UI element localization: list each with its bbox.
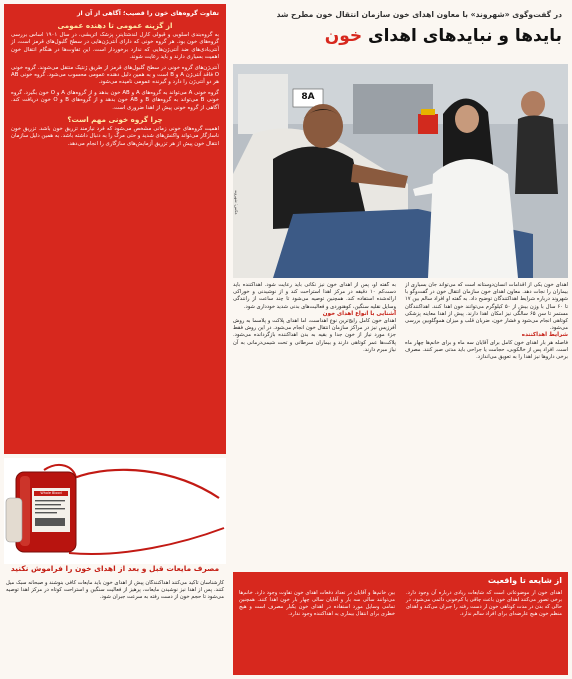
bag-caption: مصرف مایعات قبل و بعد از اهدای خون را فراموش نکنید: [10, 564, 220, 573]
article-left-subhead: آشنایی با انواع اهدای خون: [322, 310, 396, 317]
sidebar-subhead-2: چرا گروه خونی مهم است؟: [67, 115, 163, 125]
blood-bag-illustration: [4, 458, 226, 564]
myth-box-column-right: اهدای خون از موضوعاتی است که شایعات زیادی درباره آن وجود دارد. برخی تصور می‌کنند اهدای خون باعث چاقی یا کم‌خونی دائمی می‌شود، در حالی که بدن در مدت کوتاهی خون از دست رفته را جبران می‌کند و اهدای منظم خون هیچ عارضه‌ای برای افراد سالم ندارد.: [406, 590, 562, 618]
article-headline: [325, 26, 562, 46]
article-left-text-1: به گفته او، پس از اهدای خون نیز نکاتی باید رعایت شود. اهداکننده باید دست‌کم ۱۰ دقیقه در مرکز اهدا استراحت کند و از نوشیدنی و خوراکی ارائه‌شده استفاده کند. همچنین توصیه می‌شود تا چند ساعت از رانندگی وسایل نقلیه سنگین، کوهنوردی و فعالیت‌های بدنی شدید خودداری شود.: [233, 282, 396, 310]
myth-vs-fact-box: [233, 572, 568, 675]
article-column-left: [233, 282, 396, 576]
sidebar-intro: تفاوت گروه‌های خون را قصیب؛ آگاهی از آن از: [77, 10, 219, 17]
bag-paragraph: کارشناسان تأکید می‌کنند اهداکنندگان پیش از اهدای خون باید مایعات کافی بنوشند و صبحانه سبک میل کنند. پس از اهدا نیز نوشیدن مایعات، پرهیز از فعالیت سنگین و استراحت کوتاه در مرکز اهدا توصیه می‌شود تا حجم خون از دست رفته به سرعت جبران شود.: [6, 580, 224, 601]
blood-bag-icon: [4, 458, 226, 564]
article-body: [233, 282, 568, 576]
article-right-subhead: شرایط اهداکننده: [521, 332, 568, 339]
sidebar-paragraph-3: گروه خونی A می‌تواند به گروه‌های A و AB خون بدهد و از گروه‌های A و O خون بگیرد. گروه خونی B می‌تواند به گروه‌های B و AB خون بدهد و از گروه‌های B و O خون دریافت کند. آگاهی از گروه خونی پیش از اهدا ضروری است.: [11, 89, 219, 111]
myth-box-column-left: بین خانم‌ها و آقایان در تعداد دفعات اهدای خون تفاوت وجود دارد. خانم‌ها می‌توانند سالی سه بار و آقایان سالی چهار بار خون اهدا کنند. همچنین تمامی وسایل مورد استفاده در اهدای خون یکبار مصرف است و هیچ خطری برای انتقال بیماری به اهداکننده وجود ندارد.: [239, 590, 395, 618]
sidebar-box: [4, 4, 226, 454]
sidebar-paragraph-2: آنتی‌ژن‌های گروه خونی در سطح گلبول‌های قرمز از طریق ژنتیک منتقل می‌شوند. گروه خونی O فاقد آنتی‌ژن A و B است و به همین دلیل دهنده عمومی محسوب می‌شود. گروه خونی AB هر دو آنتی‌ژن را دارد و گیرنده عمومی نامیده می‌شود.: [11, 64, 219, 86]
blood-donation-photo: [233, 64, 568, 278]
photo-credit: عکس: شهروند: [234, 190, 239, 215]
article-kicker: در گفت‌وگوی «شهروند» با معاون اهدای خون سازمان انتقال خون مطرح شد: [276, 10, 562, 19]
article-right-text-1: اهدای خون یکی از اقدامات انسان‌دوستانه است که می‌تواند جان بسیاری از بیماران را نجات دهد. معاون اهدای خون سازمان انتقال خون در گفت‌وگو با شهروند درباره شرایط اهداکنندگان توضیح داد. به گفته او افراد سالم بین ۱۷ تا ۶۰ سال با وزن بیش از ۵۰ کیلوگرم می‌توانند خون اهدا کنند. اهداکنندگان مستمر تا سن ۶۵ سالگی نیز امکان اهدا دارند. پیش از اهدا معاینه پزشکی کوتاهی انجام می‌شود و فشار خون، ضربان قلب و میزان هموگلوبین بررسی می‌شود.: [405, 282, 568, 332]
sidebar-subhead-1: از گزینه عمومی تا دهنده عمومی: [57, 21, 173, 30]
article-left-text-2: اهدای خون کامل رایج‌ترین نوع اهداست، اما اهدای پلاکت و پلاسما به روش آفرزیس نیز در مراکز سازمان انتقال خون انجام می‌شود. در این روش فقط جزء مورد نیاز از خون جدا و بقیه به بدن اهداکننده بازگردانده می‌شود. پلاکت‌ها عمر کوتاهی دارند و بیماران سرطانی و تحت شیمی‌درمانی به آن نیاز مبرم دارند.: [233, 318, 396, 353]
headline-main: بایدها و نبایدهای اهدای: [362, 26, 562, 46]
sidebar-paragraph-4: اهمیت گروه‌های خونی زمانی مشخص می‌شود که فرد نیازمند تزریق خون باشد. تزریق خون ناسازگار می‌تواند واکنش‌های شدید و حتی مرگ را به دنبال داشته باشد. به همین دلیل سازمان انتقال خون پیش از هر تزریق آزمایش‌های سازگاری را انجام می‌دهد.: [11, 126, 219, 147]
sidebar-paragraph-1: به گروه‌بندی اسلوبی و قبولی کارل لندشتاینر، پزشک اتریشی، در سال ۱۹۰۱ اساس بررسی گروه‌های خون بود. هر گروه خونی که دارای آنتی‌ژن‌هایی در سطح گلبول‌های قرمز است، از آنتی‌بادی‌های ضد آنتی‌ژن‌هایی که ندارد برخوردار است. این تفاوت‌ها در هنگام انتقال خون اهمیت بسیاری دارند و باید رعایت شوند.: [11, 32, 219, 61]
article-right-text-2: فاصله هر بار اهدای خون کامل برای آقایان سه ماه و برای خانم‌ها چهار ماه است. افراد پس از خالکوبی، حجامت یا جراحی باید مدتی صبر کنند. مصرف برخی داروها نیز اهدا را به تعویق می‌اندازد.: [405, 339, 568, 361]
headline-accent: خون: [324, 26, 363, 46]
photo-sign-label: 8A: [301, 92, 315, 102]
article-column-right: [405, 282, 568, 576]
myth-box-title: از شایعه تا واقعیت: [487, 576, 562, 585]
article-header: [233, 4, 568, 62]
article-photo: [233, 64, 568, 278]
bag-label-title: Whole Blood: [40, 491, 62, 495]
